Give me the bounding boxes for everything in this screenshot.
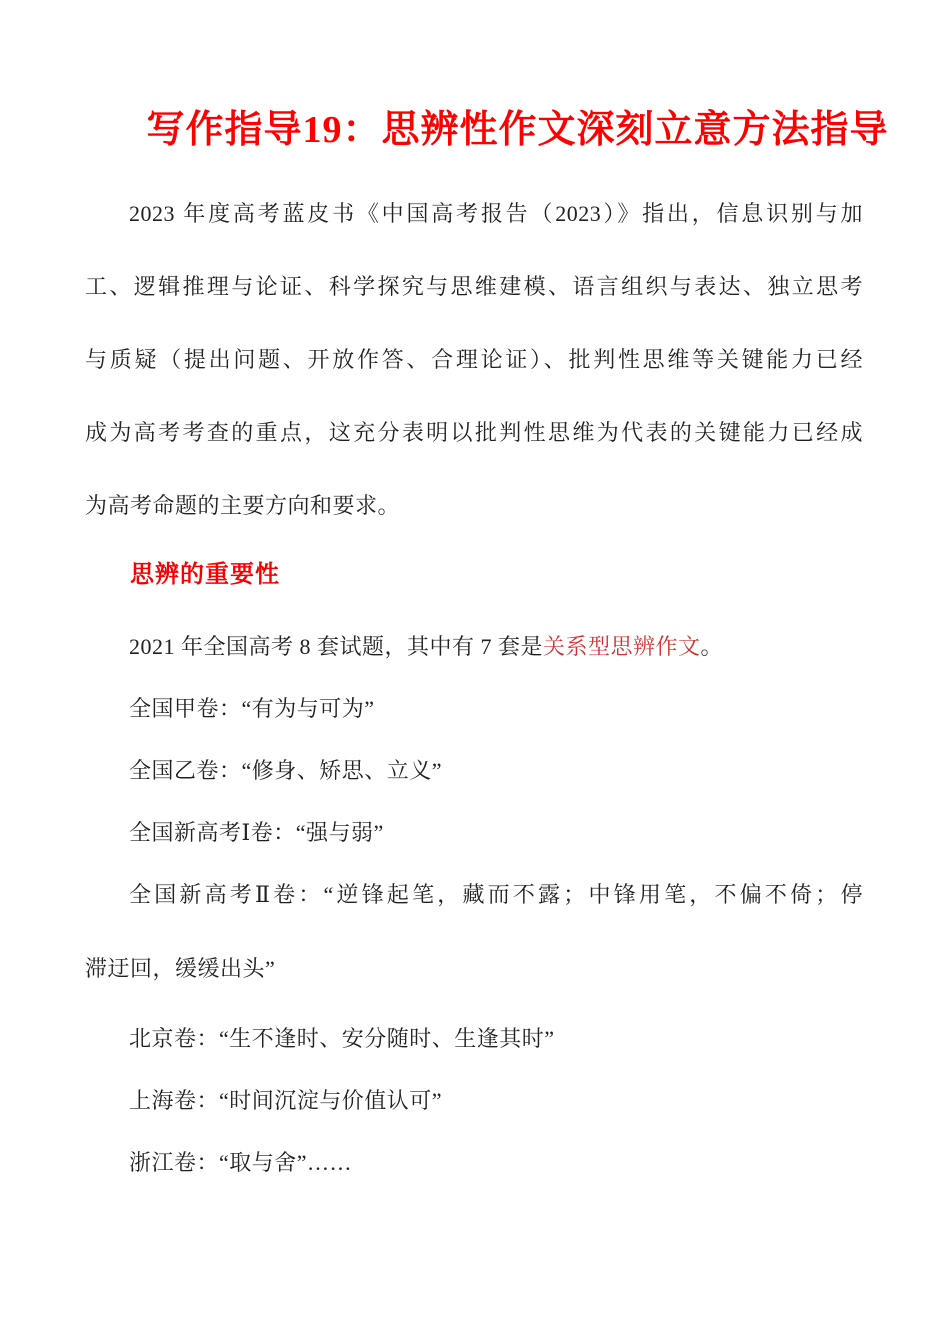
section-heading: 思辨的重要性	[130, 561, 280, 588]
document-title: 写作指导19：思辨性作文深刻立意方法指导	[146, 109, 889, 151]
exam-line: 全国新高考Ⅰ卷：“强与弱”	[129, 820, 384, 845]
stats-line	[85, 634, 863, 660]
stats-suffix: 。	[700, 634, 724, 659]
exam-line: 上海卷：“时间沉淀与价值认可”	[129, 1088, 443, 1113]
exam-line: 浙江卷：“取与舍”……	[129, 1150, 353, 1175]
intro-line: 工、逻辑推理与论证、科学探究与思维建模、语言组织与表达、独立思考	[85, 274, 863, 299]
stats-prefix: 2021 年全国高考 8 套试题，其中有 7 套是	[129, 634, 544, 659]
stats-highlight: 关系型思辨作文	[543, 634, 701, 659]
exam-line: 全国新高考Ⅱ卷：“逆锋起笔，藏而不露；中锋用笔，不偏不倚；停	[129, 882, 863, 907]
exam-line: 全国乙卷：“修身、矫思、立义”	[129, 758, 443, 783]
intro-line: 为高考命题的主要方向和要求。	[85, 493, 401, 518]
exam-line: 全国甲卷：“有为与可为”	[129, 696, 375, 721]
intro-line: 与质疑（提出问题、开放作答、合理论证）、批判性思维等关键能力已经	[85, 347, 863, 372]
exam-line: 滞迂回，缓缓出头”	[85, 956, 276, 981]
exam-line: 北京卷：“生不逢时、安分随时、生逢其时”	[129, 1026, 555, 1051]
intro-line: 成为高考考查的重点，这充分表明以批判性思维为代表的关键能力已经成	[85, 420, 863, 445]
intro-line: 2023 年度高考蓝皮书《中国高考报告（2023）》指出，信息识别与加	[129, 201, 863, 226]
